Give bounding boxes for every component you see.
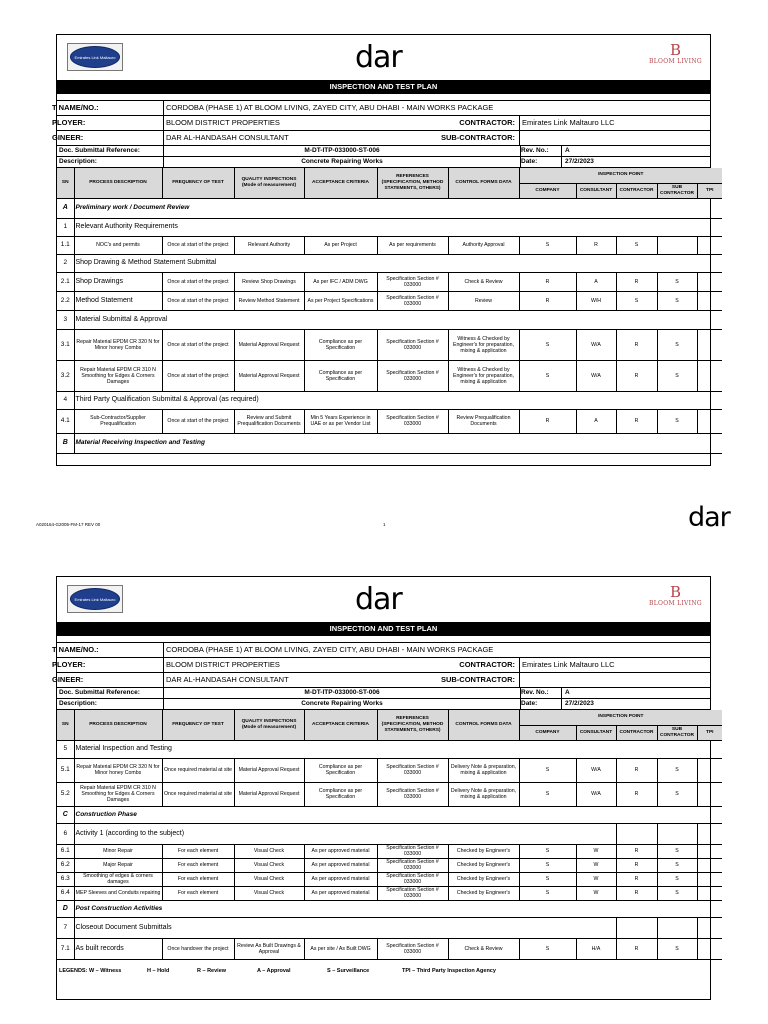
cell-frequency: Once at start of the project bbox=[162, 291, 234, 310]
cell-frequency: For each element bbox=[162, 844, 234, 858]
subsection-row: 2 Shop Drawing & Method Statement Submittal bbox=[57, 254, 722, 272]
cell-sub-contractor: S bbox=[657, 872, 697, 886]
cell-sub-contractor: S bbox=[657, 409, 697, 433]
cell-quality: Review and Submit Prequalification Documents bbox=[234, 409, 304, 433]
cell-references: Specification Section # 033000 bbox=[377, 858, 448, 872]
cell-process: Repair Material EPDM CR 310 N Smoothing for Edges & Corners Damages bbox=[74, 782, 162, 806]
company-logo bbox=[67, 43, 123, 71]
cell-company: S bbox=[519, 782, 576, 806]
company-logo-text: Emirates Link Maltauro bbox=[70, 588, 120, 610]
col-frequency: FREQUENCY OF TEST bbox=[162, 710, 234, 740]
cell-references: Specification Section # 033000 bbox=[377, 272, 448, 291]
cell-sub-contractor: S bbox=[657, 782, 697, 806]
col-tpi: TPI bbox=[697, 725, 722, 740]
cell-frequency: For each element bbox=[162, 872, 234, 886]
legend-tpi: TPI – Third Party Inspection Agency bbox=[402, 967, 496, 974]
cell-quality: Material Approval Request bbox=[234, 360, 304, 391]
cell-sub-contractor: S bbox=[657, 291, 697, 310]
cell-sn: 6.3 bbox=[57, 872, 74, 886]
cell-process: MEP Sleeves and Conduits repairing bbox=[74, 886, 162, 900]
cell-contractor: R bbox=[616, 858, 657, 872]
cell-sub-contractor: S bbox=[657, 858, 697, 872]
cell-tpi bbox=[697, 858, 722, 872]
col-consultant: CONSULTANT bbox=[576, 725, 616, 740]
col-process: PROCESS DESCRIPTION bbox=[74, 710, 162, 740]
cell-company: R bbox=[519, 272, 576, 291]
employer-label: PLOYER: bbox=[52, 660, 86, 669]
cell-process: Smoothing of edges & corners damages bbox=[74, 872, 162, 886]
cell-tpi bbox=[697, 360, 722, 391]
cell-process: NOC's and permits bbox=[74, 236, 162, 254]
engineer-label: GINEER: bbox=[52, 133, 84, 142]
section-row: B Material Receiving Inspection and Testing bbox=[57, 433, 722, 453]
cell-acceptance: Compliance as per Specification bbox=[304, 329, 377, 360]
legend-surveillance: S – Surveillance bbox=[327, 967, 370, 974]
cell-sn: 7.1 bbox=[57, 938, 74, 959]
subsection-title: Material Submittal & Approval bbox=[74, 310, 722, 329]
cell-process: As built records bbox=[74, 938, 162, 959]
footer-dar-logo: dar bbox=[688, 502, 730, 533]
cell-sub-contractor: S bbox=[657, 886, 697, 900]
cell-acceptance: Compliance as per Specification bbox=[304, 782, 377, 806]
cell-acceptance: As per IFC / ADM DWG bbox=[304, 272, 377, 291]
description-label: Description: bbox=[59, 700, 97, 707]
logo-row bbox=[57, 35, 710, 80]
doc-ref-label: Doc. Submittal Reference: bbox=[59, 689, 140, 696]
cell-quality: Review Method Statement bbox=[234, 291, 304, 310]
cell-consultant: R bbox=[576, 236, 616, 254]
subsection-title: Relevant Authority Requirements bbox=[74, 218, 722, 236]
cell-process: Repair Material EPDM CR 310 N Smoothing for Edges & Corners Damages bbox=[74, 360, 162, 391]
bloom-mark: B bbox=[669, 583, 682, 601]
table-row bbox=[57, 858, 722, 872]
cell-tpi bbox=[697, 329, 722, 360]
section-row: D Post Construction Activities bbox=[57, 900, 722, 917]
cell-references: Specification Section # 033000 bbox=[377, 409, 448, 433]
cell-acceptance: As per approved material bbox=[304, 844, 377, 858]
subsection-row: 4 Third Party Qualification Submittal & Approval (as required) bbox=[57, 391, 722, 409]
cell-contractor: R bbox=[616, 272, 657, 291]
cell-quality: Review Shop Drawings bbox=[234, 272, 304, 291]
cell-contractor: R bbox=[616, 360, 657, 391]
cell-references: Specification Section # 033000 bbox=[377, 758, 448, 782]
cell-sn: 2.2 bbox=[57, 291, 74, 310]
cell-contractor: S bbox=[616, 236, 657, 254]
cell-sub-contractor bbox=[657, 236, 697, 254]
cell-consultant: W bbox=[576, 844, 616, 858]
cell-sn: 6.1 bbox=[57, 844, 74, 858]
cell-acceptance: As per Project Specifications bbox=[304, 291, 377, 310]
plan-title: INSPECTION AND TEST PLAN bbox=[57, 80, 710, 94]
cell-frequency: Once required material at site bbox=[162, 782, 234, 806]
cell-control: Review bbox=[448, 291, 519, 310]
project-value: CORDOBA (PHASE 1) AT BLOOM LIVING, ZAYED CITY, ABU DHABI - MAIN WORKS PACKAGE bbox=[163, 643, 710, 657]
col-tpi: TPI bbox=[697, 183, 722, 198]
cell-sn: 2.1 bbox=[57, 272, 74, 291]
cell-control: Witness & Checked by Engineer's for preparation, mixing & application bbox=[448, 329, 519, 360]
footer-document-code: A020164-G2005-FM-17 REV 00 bbox=[36, 522, 101, 527]
col-contractor: CONTRACTOR bbox=[616, 725, 657, 740]
plan-title: INSPECTION AND TEST PLAN bbox=[57, 622, 710, 636]
subsection-row: 3 Material Submittal & Approval bbox=[57, 310, 722, 329]
cell-process: Sub-Contractor/Supplier Prequalification bbox=[74, 409, 162, 433]
cell-frequency: For each element bbox=[162, 886, 234, 900]
description-value: Concrete Repairing Works bbox=[163, 699, 521, 709]
cell-sub-contractor: S bbox=[657, 844, 697, 858]
cell-quality: Visual Check bbox=[234, 886, 304, 900]
subsection-title: Closeout Document Submittals bbox=[74, 917, 616, 938]
cell-company: S bbox=[519, 758, 576, 782]
subsection-row: 5 Material Inspection and Testing bbox=[57, 740, 722, 758]
cell-sn: 1.1 bbox=[57, 236, 74, 254]
subsection-row: 1 Relevant Authority Requirements bbox=[57, 218, 722, 236]
cell-process: Repair Material EPDM CR 320 N for Minor honey Combs bbox=[74, 758, 162, 782]
cell-references: Specification Section # 033000 bbox=[377, 291, 448, 310]
cell-process: Shop Drawings bbox=[74, 272, 162, 291]
col-sub-contractor: SUB CONTRACTOR bbox=[657, 183, 697, 198]
rev-label: Rev. No.: bbox=[521, 147, 549, 154]
cell-quality: Relevant Authority bbox=[234, 236, 304, 254]
cell-control: Authority Approval bbox=[448, 236, 519, 254]
col-quality: QUALITY INSPECTIONS (Mode of measurement) bbox=[234, 168, 304, 198]
col-inspection-point: INSPECTION POINT bbox=[519, 168, 722, 183]
contractor-label: CONTRACTOR: bbox=[459, 660, 515, 669]
legend-review: R – Review bbox=[197, 967, 227, 974]
cell-control: Checked by Engineer's bbox=[448, 886, 519, 900]
col-quality: QUALITY INSPECTIONS (Mode of measurement) bbox=[234, 710, 304, 740]
cell-sub-contractor: S bbox=[657, 938, 697, 959]
col-company: COMPANY bbox=[519, 725, 576, 740]
subsection-title: Material Inspection and Testing bbox=[74, 740, 722, 758]
footer-page-number: 1 bbox=[383, 522, 386, 527]
table-row bbox=[57, 872, 722, 886]
legend-witness: LEGENDS: W – Witness bbox=[59, 967, 122, 974]
project-label: T NAME/NO.: bbox=[52, 645, 99, 654]
itp-page-2 bbox=[52, 576, 714, 1000]
table-row bbox=[57, 291, 722, 310]
cell-tpi bbox=[697, 272, 722, 291]
table-row bbox=[57, 938, 722, 959]
dar-logo: dar bbox=[355, 582, 402, 617]
cell-control: Delivery Note & preparation, mixing & application bbox=[448, 758, 519, 782]
cell-references: Specification Section # 033000 bbox=[377, 782, 448, 806]
cell-frequency: Once at start of the project bbox=[162, 360, 234, 391]
cell-tpi bbox=[697, 844, 722, 858]
cell-contractor: R bbox=[616, 938, 657, 959]
cell-acceptance: As per site / As Built DWG bbox=[304, 938, 377, 959]
project-value: CORDOBA (PHASE 1) AT BLOOM LIVING, ZAYED CITY, ABU DHABI - MAIN WORKS PACKAGE bbox=[163, 101, 710, 115]
cell-tpi bbox=[697, 291, 722, 310]
cell-acceptance: Compliance as per Specification bbox=[304, 360, 377, 391]
section-row: C Construction Phase bbox=[57, 806, 722, 823]
subcontractor-label: SUB-CONTRACTOR: bbox=[440, 133, 515, 142]
cell-sn: 4.1 bbox=[57, 409, 74, 433]
table-row bbox=[57, 409, 722, 433]
cell-sn: 3.1 bbox=[57, 329, 74, 360]
cell-tpi bbox=[697, 938, 722, 959]
section-title: Material Receiving Inspection and Testing bbox=[74, 433, 722, 453]
cell-quality: Visual Check bbox=[234, 872, 304, 886]
rev-value: A bbox=[561, 688, 570, 698]
cell-tpi bbox=[697, 236, 722, 254]
cell-references: Specification Section # 033000 bbox=[377, 329, 448, 360]
cell-acceptance: Min 5 Years Experience in UAE or as per Vendor List bbox=[304, 409, 377, 433]
cell-control: Review Prequalification Documents bbox=[448, 409, 519, 433]
bloom-living-logo bbox=[649, 585, 702, 607]
company-logo-text: Emirates Link Maltauro bbox=[70, 46, 120, 68]
bloom-text: BLOOM LIVING bbox=[649, 58, 702, 65]
col-acceptance: ACCEPTANCE CRITERIA bbox=[304, 168, 377, 198]
cell-company: S bbox=[519, 360, 576, 391]
doc-ref-label: Doc. Submittal Reference: bbox=[59, 147, 140, 154]
engineer-label: GINEER: bbox=[52, 675, 84, 684]
subsection-row: 7 Closeout Document Submittals bbox=[57, 917, 722, 938]
cell-references: Specification Section # 033000 bbox=[377, 872, 448, 886]
cell-frequency: Once handover the project bbox=[162, 938, 234, 959]
col-consultant: CONSULTANT bbox=[576, 183, 616, 198]
cell-quality: Visual Check bbox=[234, 858, 304, 872]
cell-sn: 5.1 bbox=[57, 758, 74, 782]
cell-sn: 3.2 bbox=[57, 360, 74, 391]
cell-quality: Material Approval Request bbox=[234, 758, 304, 782]
bloom-text: BLOOM LIVING bbox=[649, 600, 702, 607]
cell-control: Checked by Engineer's bbox=[448, 844, 519, 858]
table-row bbox=[57, 886, 722, 900]
cell-company: S bbox=[519, 329, 576, 360]
employer-label: PLOYER: bbox=[52, 118, 86, 127]
doc-ref-value: M-DT-ITP-033000-ST-006 bbox=[163, 688, 521, 698]
cell-references: Specification Section # 033000 bbox=[377, 886, 448, 900]
date-value: 27/2/2023 bbox=[561, 157, 594, 167]
table-row bbox=[57, 360, 722, 391]
cell-control: Check & Review bbox=[448, 272, 519, 291]
cell-frequency: Once required material at site bbox=[162, 758, 234, 782]
employer-value: BLOOM DISTRICT PROPERTIES bbox=[163, 116, 515, 130]
cell-tpi bbox=[697, 872, 722, 886]
cell-references: As per requirements bbox=[377, 236, 448, 254]
subcontractor-value bbox=[519, 131, 710, 145]
cell-consultant: W bbox=[576, 886, 616, 900]
cell-consultant: W/H bbox=[576, 291, 616, 310]
cell-sn: 6.2 bbox=[57, 858, 74, 872]
cell-frequency: For each element bbox=[162, 858, 234, 872]
table-row bbox=[57, 844, 722, 858]
legend-hold: H – Hold bbox=[147, 967, 170, 974]
cell-process: Method Statement bbox=[74, 291, 162, 310]
cell-process: Repair Material EPDM CR 320 N for Minor honey Combs bbox=[74, 329, 162, 360]
date-label: Date: bbox=[521, 700, 538, 707]
rev-value: A bbox=[561, 146, 570, 156]
cell-references: Specification Section # 033000 bbox=[377, 938, 448, 959]
contractor-label: CONTRACTOR: bbox=[459, 118, 515, 127]
col-process: PROCESS DESCRIPTION bbox=[74, 168, 162, 198]
bloom-living-logo bbox=[649, 43, 702, 65]
description-value: Concrete Repairing Works bbox=[163, 157, 521, 167]
engineer-value: DAR AL-HANDASAH CONSULTANT bbox=[163, 673, 515, 687]
cell-process: Minor Repair bbox=[74, 844, 162, 858]
company-logo bbox=[67, 585, 123, 613]
cell-consultant: A bbox=[576, 272, 616, 291]
cell-acceptance: As per Project bbox=[304, 236, 377, 254]
cell-tpi bbox=[697, 409, 722, 433]
cell-company: S bbox=[519, 872, 576, 886]
section-title: Construction Phase bbox=[74, 806, 722, 823]
table-row bbox=[57, 329, 722, 360]
cell-company: S bbox=[519, 858, 576, 872]
cell-acceptance: Compliance as per Specification bbox=[304, 758, 377, 782]
cell-control: Check & Review bbox=[448, 938, 519, 959]
cell-quality: Review As Built Drawings & Approval bbox=[234, 938, 304, 959]
col-references: REFERENCES (SPECIFICATION, METHOD STATEMENTS, OTHERS) bbox=[377, 168, 448, 198]
cell-contractor: S bbox=[616, 291, 657, 310]
cell-tpi bbox=[697, 886, 722, 900]
cell-contractor: R bbox=[616, 329, 657, 360]
date-label: Date: bbox=[521, 158, 538, 165]
legend bbox=[57, 960, 710, 983]
col-control: CONTROL FORMS DATA bbox=[448, 710, 519, 740]
cell-contractor: R bbox=[616, 844, 657, 858]
col-inspection-point: INSPECTION POINT bbox=[519, 710, 722, 725]
section-row: A Preliminary work / Document Review bbox=[57, 198, 722, 218]
cell-control: Witness & Checked by Engineer's for preparation, mixing & application bbox=[448, 360, 519, 391]
cell-company: S bbox=[519, 886, 576, 900]
cell-tpi bbox=[697, 758, 722, 782]
cell-contractor: R bbox=[616, 758, 657, 782]
cell-quality: Material Approval Request bbox=[234, 782, 304, 806]
subcontractor-value bbox=[519, 673, 710, 687]
itp-table-page-2 bbox=[57, 710, 722, 960]
table-row bbox=[57, 758, 722, 782]
cell-company: S bbox=[519, 844, 576, 858]
project-label: T NAME/NO.: bbox=[52, 103, 99, 112]
employer-value: BLOOM DISTRICT PROPERTIES bbox=[163, 658, 515, 672]
subcontractor-label: SUB-CONTRACTOR: bbox=[440, 675, 515, 684]
cell-quality: Visual Check bbox=[234, 844, 304, 858]
description-label: Description: bbox=[59, 158, 97, 165]
cell-acceptance: As per approved material bbox=[304, 858, 377, 872]
cell-consultant: W/A bbox=[576, 782, 616, 806]
dar-logo: dar bbox=[355, 40, 402, 75]
col-contractor: CONTRACTOR bbox=[616, 183, 657, 198]
col-frequency: FREQUENCY OF TEST bbox=[162, 168, 234, 198]
col-references: REFERENCES (SPECIFICATION, METHOD STATEMENTS, OTHERS) bbox=[377, 710, 448, 740]
date-value: 27/2/2023 bbox=[561, 699, 594, 709]
col-sn: SN bbox=[57, 710, 74, 740]
section-title: Preliminary work / Document Review bbox=[74, 198, 722, 218]
col-sn: SN bbox=[57, 168, 74, 198]
cell-contractor: R bbox=[616, 872, 657, 886]
cell-contractor: R bbox=[616, 409, 657, 433]
cell-frequency: Once at start of the project bbox=[162, 272, 234, 291]
contractor-value: Emirates Link Maltauro LLC bbox=[519, 658, 710, 672]
cell-company: R bbox=[519, 409, 576, 433]
cell-acceptance: As per approved material bbox=[304, 886, 377, 900]
cell-contractor: R bbox=[616, 886, 657, 900]
rev-label: Rev. No.: bbox=[521, 689, 549, 696]
contractor-value: Emirates Link Maltauro LLC bbox=[519, 116, 710, 130]
cell-consultant: H/A bbox=[576, 938, 616, 959]
bloom-mark: B bbox=[669, 41, 682, 59]
cell-sub-contractor: S bbox=[657, 360, 697, 391]
cell-sn: 6.4 bbox=[57, 886, 74, 900]
table-row bbox=[57, 272, 722, 291]
itp-page-1 bbox=[52, 34, 714, 466]
cell-company: S bbox=[519, 938, 576, 959]
subsection-row: 6 Activity 1 (according to the subject) bbox=[57, 823, 722, 844]
cell-acceptance: As per approved material bbox=[304, 872, 377, 886]
table-row bbox=[57, 236, 722, 254]
cell-process: Major Repair bbox=[74, 858, 162, 872]
cell-control: Checked by Engineer's bbox=[448, 858, 519, 872]
cell-company: R bbox=[519, 291, 576, 310]
cell-consultant: W/A bbox=[576, 758, 616, 782]
col-acceptance: ACCEPTANCE CRITERIA bbox=[304, 710, 377, 740]
col-sub-contractor: SUB CONTRACTOR bbox=[657, 725, 697, 740]
cell-references: Specification Section # 033000 bbox=[377, 360, 448, 391]
cell-company: S bbox=[519, 236, 576, 254]
section-title: Post Construction Activities bbox=[74, 900, 722, 917]
subsection-title: Activity 1 (according to the subject) bbox=[74, 823, 616, 844]
col-control: CONTROL FORMS DATA bbox=[448, 168, 519, 198]
cell-control: Checked by Engineer's bbox=[448, 872, 519, 886]
cell-quality: Material Approval Request bbox=[234, 329, 304, 360]
logo-row bbox=[57, 577, 710, 622]
legend-approval: A – Approval bbox=[257, 967, 291, 974]
subsection-title: Third Party Qualification Submittal & Approval (as required) bbox=[74, 391, 722, 409]
cell-tpi bbox=[697, 782, 722, 806]
cell-consultant: W/A bbox=[576, 360, 616, 391]
itp-table-page-1 bbox=[57, 168, 722, 454]
cell-frequency: Once at start of the project bbox=[162, 409, 234, 433]
cell-frequency: Once at start of the project bbox=[162, 236, 234, 254]
cell-sub-contractor: S bbox=[657, 272, 697, 291]
doc-ref-value: M-DT-ITP-033000-ST-006 bbox=[163, 146, 521, 156]
engineer-value: DAR AL-HANDASAH CONSULTANT bbox=[163, 131, 515, 145]
cell-frequency: Once at start of the project bbox=[162, 329, 234, 360]
cell-consultant: W bbox=[576, 872, 616, 886]
cell-consultant: W/A bbox=[576, 329, 616, 360]
cell-sub-contractor: S bbox=[657, 329, 697, 360]
cell-consultant: A bbox=[576, 409, 616, 433]
cell-references: Specification Section # 033000 bbox=[377, 844, 448, 858]
cell-sub-contractor: S bbox=[657, 758, 697, 782]
cell-sn: 5.2 bbox=[57, 782, 74, 806]
col-company: COMPANY bbox=[519, 183, 576, 198]
cell-contractor: R bbox=[616, 782, 657, 806]
table-row bbox=[57, 782, 722, 806]
cell-control: Delivery Note & preparation, mixing & application bbox=[448, 782, 519, 806]
subsection-title: Shop Drawing & Method Statement Submittal bbox=[74, 254, 722, 272]
cell-consultant: W bbox=[576, 858, 616, 872]
